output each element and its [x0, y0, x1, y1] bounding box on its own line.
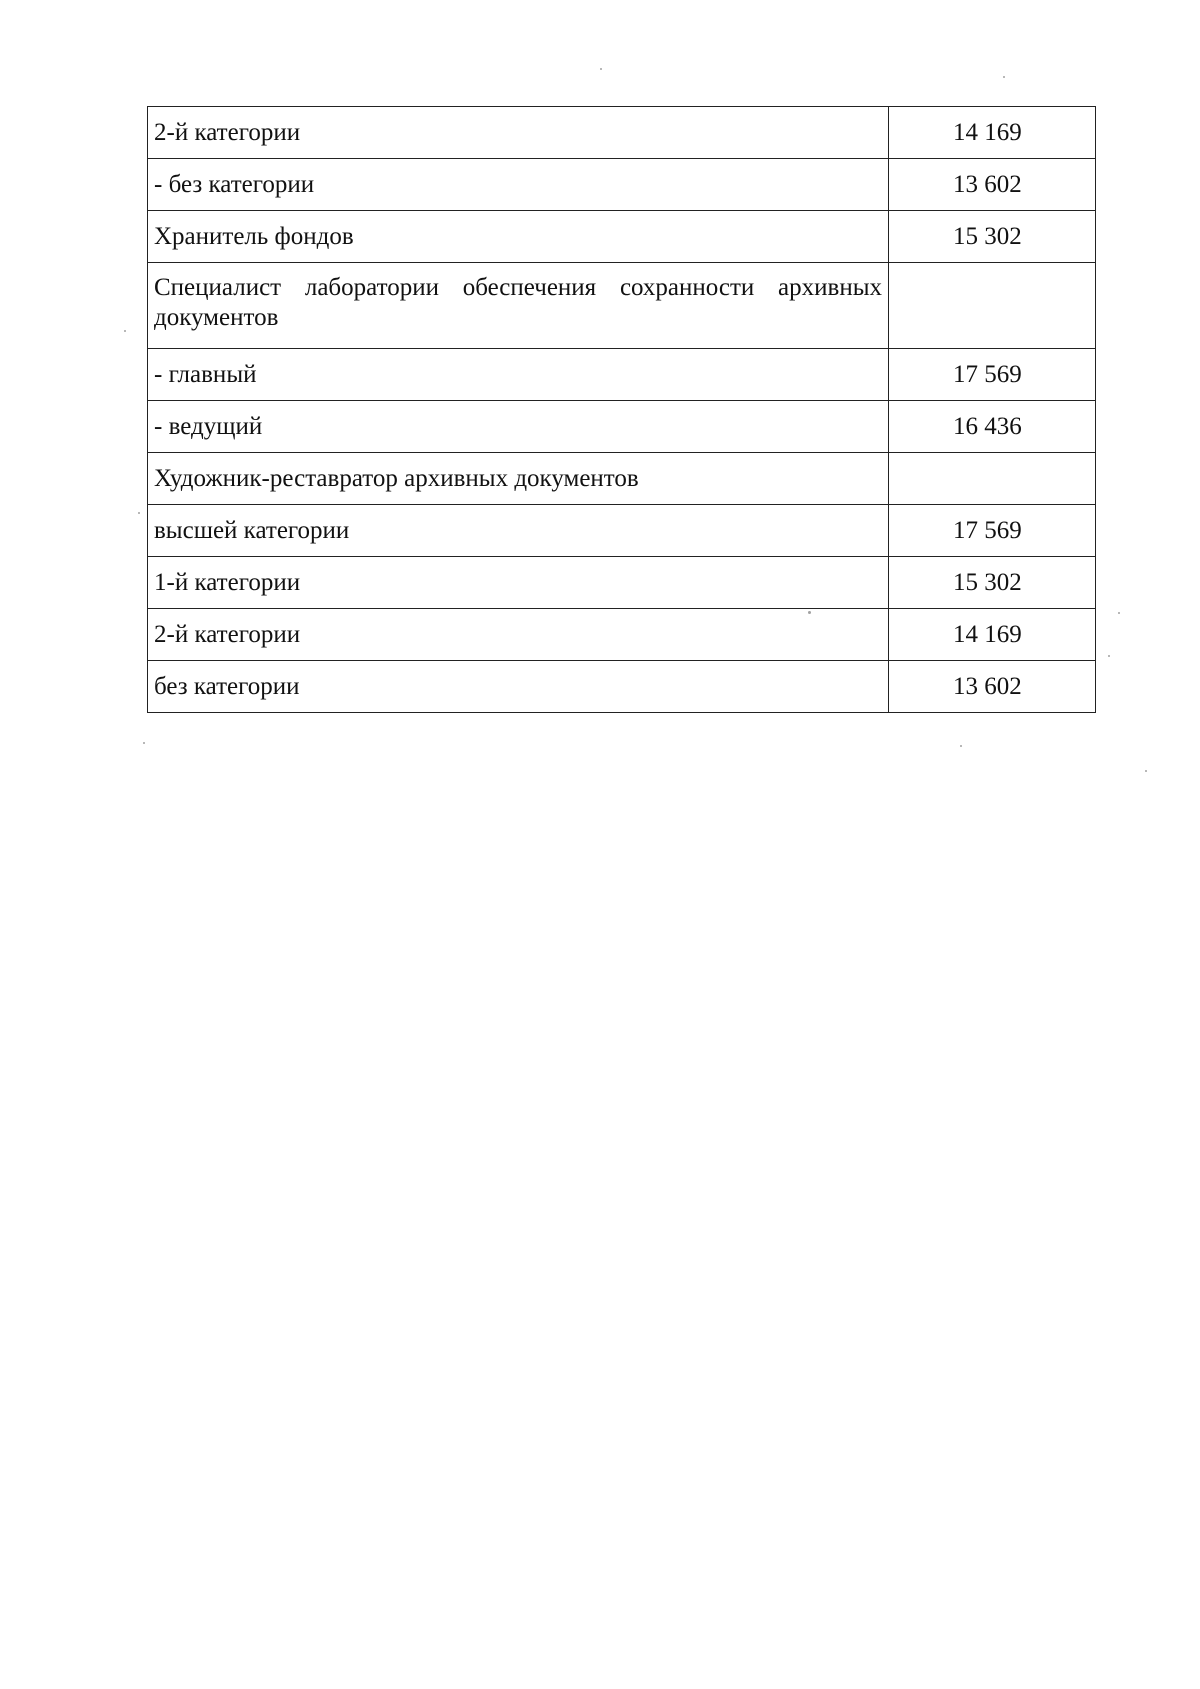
- table-row: [148, 505, 1096, 557]
- scan-speck: [1145, 770, 1147, 772]
- table-row: [148, 211, 1096, 263]
- position-name: без категории: [148, 661, 889, 713]
- table-row: [148, 661, 1096, 713]
- scan-speck: [960, 745, 962, 747]
- salary-value: 16 436: [889, 401, 1096, 453]
- scan-speck: [600, 68, 602, 70]
- table-row: [148, 557, 1096, 609]
- salary-value: [889, 453, 1096, 505]
- table-row: [148, 159, 1096, 211]
- table-row: [148, 609, 1096, 661]
- salary-value: 15 302: [889, 557, 1096, 609]
- position-name: - ведущий: [148, 401, 889, 453]
- scan-speck: [143, 742, 145, 744]
- position-name: - без категории: [148, 159, 889, 211]
- position-name: 2-й категории: [148, 107, 889, 159]
- salary-value: 17 569: [889, 349, 1096, 401]
- salary-value: 13 602: [889, 661, 1096, 713]
- position-name: - главный: [148, 349, 889, 401]
- table-row: [148, 401, 1096, 453]
- position-name: 2-й категории: [148, 609, 889, 661]
- scan-speck: [138, 512, 140, 514]
- scan-speck: [1003, 76, 1005, 78]
- salary-value: 15 302: [889, 211, 1096, 263]
- table-row: [148, 453, 1096, 505]
- scan-speck: [808, 611, 811, 614]
- salary-value: [889, 263, 1096, 349]
- salary-value: 13 602: [889, 159, 1096, 211]
- table-row: [148, 349, 1096, 401]
- position-name: 1-й категории: [148, 557, 889, 609]
- table-row: [148, 107, 1096, 159]
- salary-value: 14 169: [889, 107, 1096, 159]
- position-name: высшей категории: [148, 505, 889, 557]
- salary-value: 17 569: [889, 505, 1096, 557]
- table-row: [148, 263, 1096, 349]
- scan-speck: [1108, 655, 1110, 657]
- scan-speck: [1118, 612, 1120, 614]
- position-name: Художник-реставратор архивных документов: [148, 453, 889, 505]
- scan-speck: [124, 330, 126, 332]
- salary-table: [147, 106, 1096, 713]
- position-name: Хранитель фондов: [148, 211, 889, 263]
- salary-value: 14 169: [889, 609, 1096, 661]
- position-name: Специалист лаборатории обеспечения сохранности архивных документов: [148, 263, 889, 349]
